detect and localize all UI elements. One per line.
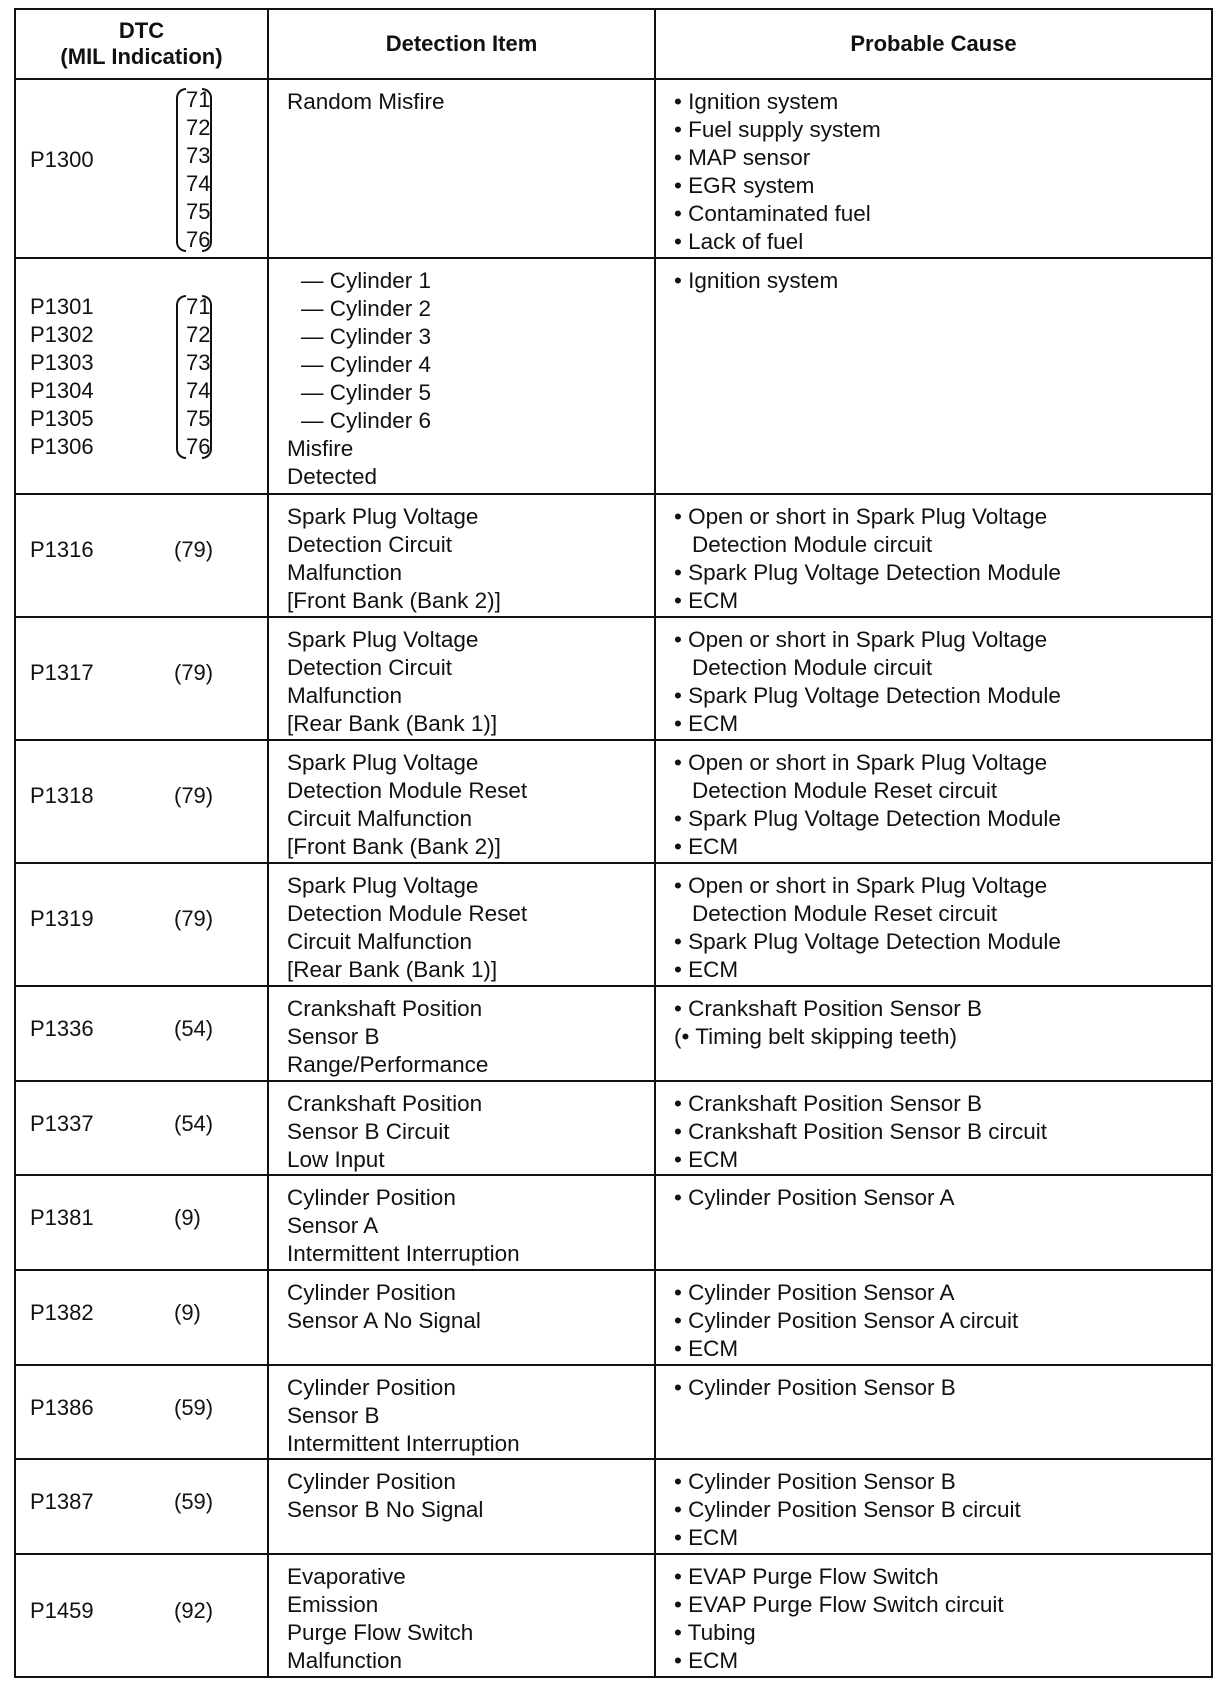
cause-line: • Cylinder Position Sensor A bbox=[674, 1279, 955, 1305]
dtc-codes bbox=[30, 1110, 94, 1138]
dtc-codes bbox=[30, 1394, 94, 1422]
dtc-cell bbox=[15, 617, 268, 740]
detection-line: Sensor B bbox=[287, 1402, 380, 1428]
cause-line: • EVAP Purge Flow Switch bbox=[674, 1564, 939, 1590]
detection-item bbox=[269, 987, 654, 1079]
mil-indication: (54) bbox=[174, 1015, 214, 1041]
dtc-code: P1318 bbox=[30, 782, 94, 808]
cause-line: • Cylinder Position Sensor B bbox=[674, 1374, 956, 1400]
probable-cause bbox=[656, 1271, 1211, 1363]
probable-cause-cell bbox=[655, 986, 1212, 1081]
cause-line: • ECM bbox=[674, 1146, 739, 1172]
mil-list bbox=[186, 86, 210, 254]
mil-indication: (79) bbox=[174, 537, 214, 563]
dtc-table bbox=[14, 8, 1213, 1678]
detection-item-cell bbox=[268, 494, 655, 617]
cause-line: Detection Module Reset circuit bbox=[692, 777, 998, 803]
detection-line: Sensor B bbox=[287, 1023, 380, 1049]
detection-item-cell bbox=[268, 1175, 655, 1270]
mil-indication: (59) bbox=[174, 1489, 214, 1515]
dtc-codes bbox=[30, 659, 94, 687]
bracket-left-icon bbox=[176, 88, 186, 252]
detection-line: Cylinder Position bbox=[287, 1374, 456, 1400]
detection-line: Low Input bbox=[287, 1146, 385, 1172]
detection-line: Spark Plug Voltage bbox=[287, 749, 479, 775]
detection-line: Random Misfire bbox=[287, 89, 445, 114]
cause-line: • Fuel supply system bbox=[674, 117, 881, 142]
dtc-code: P1459 bbox=[30, 1598, 94, 1624]
table-row bbox=[15, 1081, 1212, 1176]
table-row bbox=[15, 494, 1212, 617]
probable-cause-cell bbox=[655, 79, 1212, 258]
detection-line: — Cylinder 6 bbox=[301, 408, 432, 434]
cause-line: Detection Module Reset circuit bbox=[692, 900, 998, 926]
table-row bbox=[15, 1175, 1212, 1270]
mil-indication: 73 bbox=[186, 350, 211, 376]
probable-cause bbox=[656, 495, 1211, 615]
probable-cause bbox=[656, 1176, 1211, 1212]
mil-bracket bbox=[176, 293, 212, 461]
mil-indication: (79) bbox=[174, 782, 214, 808]
detection-line: Crankshaft Position bbox=[287, 1090, 483, 1116]
detection-line: Detection Module Reset bbox=[287, 777, 528, 803]
cause-line: • Crankshaft Position Sensor B bbox=[674, 1090, 983, 1116]
detection-line: Crankshaft Position bbox=[287, 995, 483, 1021]
cause-line: • Open or short in Spark Plug Voltage bbox=[674, 872, 1048, 898]
dtc-code: P1304 bbox=[30, 378, 94, 404]
bracket-left-icon bbox=[176, 295, 186, 459]
dtc-cell bbox=[15, 740, 268, 863]
cause-line: • Contaminated fuel bbox=[674, 201, 871, 226]
detection-line: Malfunction bbox=[287, 560, 403, 586]
cause-line: • ECM bbox=[674, 588, 739, 614]
probable-cause-cell bbox=[655, 740, 1212, 863]
detection-item bbox=[269, 80, 654, 116]
table-row bbox=[15, 1365, 1212, 1460]
detection-line: Malfunction bbox=[287, 1648, 403, 1674]
dtc-codes bbox=[30, 293, 94, 461]
dtc-cell bbox=[15, 1175, 268, 1270]
table-body bbox=[15, 79, 1212, 1677]
probable-cause-cell bbox=[655, 1365, 1212, 1460]
detection-item-cell bbox=[268, 617, 655, 740]
probable-cause-cell bbox=[655, 1270, 1212, 1365]
detection-line: — Cylinder 4 bbox=[301, 352, 432, 378]
detection-line: Intermittent Interruption bbox=[287, 1430, 520, 1456]
probable-cause bbox=[656, 741, 1211, 861]
cause-line: • Ignition system bbox=[674, 89, 839, 114]
dtc-codes bbox=[30, 782, 94, 810]
detection-line: Sensor A No Signal bbox=[287, 1307, 481, 1333]
cause-line: Detection Module circuit bbox=[692, 655, 933, 681]
cause-line: • Open or short in Spark Plug Voltage bbox=[674, 504, 1048, 530]
mil-bracket bbox=[176, 86, 212, 254]
dtc-code: P1301 bbox=[30, 294, 94, 320]
cause-line: • ECM bbox=[674, 1335, 739, 1361]
detection-line: [Rear Bank (Bank 1)] bbox=[287, 956, 498, 982]
cause-line: • Ignition system bbox=[674, 268, 839, 294]
detection-line: Malfunction bbox=[287, 683, 403, 709]
table-row bbox=[15, 863, 1212, 986]
mil-indication: 74 bbox=[186, 378, 211, 404]
dtc-code: P1316 bbox=[30, 537, 94, 563]
detection-item-cell bbox=[268, 1459, 655, 1554]
cause-line: • Open or short in Spark Plug Voltage bbox=[674, 749, 1048, 775]
probable-cause bbox=[656, 987, 1211, 1051]
detection-line: — Cylinder 5 bbox=[301, 380, 432, 406]
detection-line: Evaporative bbox=[287, 1564, 406, 1590]
detection-line: Circuit Malfunction bbox=[287, 805, 473, 831]
probable-cause-cell bbox=[655, 494, 1212, 617]
dtc-code: P1319 bbox=[30, 905, 94, 931]
probable-cause bbox=[656, 1555, 1211, 1675]
cause-line: • Lack of fuel bbox=[674, 229, 804, 254]
cause-line: • Open or short in Spark Plug Voltage bbox=[674, 627, 1048, 653]
detection-item-cell bbox=[268, 1365, 655, 1460]
probable-cause-cell bbox=[655, 1459, 1212, 1554]
dtc-code: P1302 bbox=[30, 322, 94, 348]
detection-line: Sensor B No Signal bbox=[287, 1497, 484, 1523]
table-row bbox=[15, 1270, 1212, 1365]
mil-indication: 75 bbox=[186, 199, 211, 224]
probable-cause-cell bbox=[655, 1175, 1212, 1270]
dtc-codes bbox=[30, 536, 94, 564]
mil-indication: 76 bbox=[186, 434, 211, 460]
dtc-code: P1381 bbox=[30, 1205, 94, 1231]
dtc-code: P1303 bbox=[30, 350, 94, 376]
cause-line: • Spark Plug Voltage Detection Module bbox=[674, 805, 1061, 831]
cause-line: • EGR system bbox=[674, 173, 815, 198]
header-dtc-line-2: (MIL Indication) bbox=[60, 44, 223, 69]
detection-line: [Front Bank (Bank 2)] bbox=[287, 833, 501, 859]
detection-item bbox=[269, 1555, 654, 1675]
cause-line: • Cylinder Position Sensor B circuit bbox=[674, 1497, 1021, 1523]
detection-line: Detected bbox=[287, 464, 378, 490]
probable-cause-cell bbox=[655, 617, 1212, 740]
detection-item bbox=[269, 495, 654, 615]
mil-indication: (9) bbox=[174, 1299, 201, 1325]
dtc-cell bbox=[15, 1365, 268, 1460]
dtc-code: P1300 bbox=[30, 147, 94, 172]
header-dtc-line-1: DTC bbox=[118, 18, 165, 43]
detection-line: Spark Plug Voltage bbox=[287, 627, 479, 653]
detection-line: Detection Circuit bbox=[287, 532, 453, 558]
detection-line: Cylinder Position bbox=[287, 1185, 456, 1211]
detection-item bbox=[269, 1460, 654, 1524]
detection-line: — Cylinder 2 bbox=[301, 296, 432, 322]
detection-item bbox=[269, 1366, 654, 1458]
detection-line: Spark Plug Voltage bbox=[287, 504, 479, 530]
dtc-cell bbox=[15, 494, 268, 617]
mil-indication: 72 bbox=[186, 322, 211, 348]
dtc-cell bbox=[15, 863, 268, 986]
cause-line: • ECM bbox=[674, 1648, 739, 1674]
detection-line: [Rear Bank (Bank 1)] bbox=[287, 711, 498, 737]
detection-line: Cylinder Position bbox=[287, 1469, 456, 1495]
table-row bbox=[15, 1459, 1212, 1554]
cause-line: • EVAP Purge Flow Switch circuit bbox=[674, 1592, 1004, 1618]
dtc-cell bbox=[15, 986, 268, 1081]
detection-item-cell bbox=[268, 986, 655, 1081]
cause-line: • Cylinder Position Sensor A circuit bbox=[674, 1307, 1019, 1333]
dtc-cell bbox=[15, 1459, 268, 1554]
detection-line: Purge Flow Switch bbox=[287, 1620, 474, 1646]
cause-line: • Crankshaft Position Sensor B circuit bbox=[674, 1118, 1048, 1144]
header-row bbox=[15, 9, 1212, 79]
table-row bbox=[15, 1554, 1212, 1677]
mil-indication: 76 bbox=[186, 227, 211, 252]
detection-item bbox=[269, 1176, 654, 1268]
detection-item bbox=[269, 741, 654, 861]
detection-item bbox=[269, 1082, 654, 1174]
dtc-code: P1386 bbox=[30, 1394, 94, 1420]
dtc-codes bbox=[30, 1597, 94, 1625]
detection-item bbox=[269, 1271, 654, 1335]
detection-item-cell bbox=[268, 863, 655, 986]
cause-line: • ECM bbox=[674, 1525, 739, 1551]
probable-cause bbox=[656, 259, 1211, 295]
table-row bbox=[15, 617, 1212, 740]
probable-cause bbox=[656, 864, 1211, 984]
probable-cause-cell bbox=[655, 1081, 1212, 1176]
probable-cause bbox=[656, 1460, 1211, 1552]
dtc-cell bbox=[15, 1554, 268, 1677]
dtc-codes bbox=[30, 1488, 94, 1516]
dtc-codes bbox=[30, 1015, 94, 1043]
cause-line: • Tubing bbox=[674, 1620, 756, 1646]
detection-line: Emission bbox=[287, 1592, 379, 1618]
probable-cause-cell bbox=[655, 863, 1212, 986]
dtc-codes bbox=[30, 1299, 94, 1327]
dtc-code: P1305 bbox=[30, 406, 94, 432]
dtc-code: P1337 bbox=[30, 1110, 94, 1136]
mil-indication: (9) bbox=[174, 1205, 201, 1231]
detection-item bbox=[269, 618, 654, 738]
dtc-codes bbox=[30, 905, 94, 933]
dtc-code: P1306 bbox=[30, 434, 94, 460]
detection-line: Sensor B Circuit bbox=[287, 1118, 450, 1144]
table-row bbox=[15, 986, 1212, 1081]
mil-indication: 71 bbox=[186, 294, 211, 320]
mil-indication: 71 bbox=[186, 87, 211, 112]
dtc-cell bbox=[15, 79, 268, 258]
page bbox=[14, 8, 1211, 1678]
probable-cause bbox=[656, 618, 1211, 738]
header-probable-cause: Probable Cause bbox=[655, 9, 1212, 79]
detection-line: Range/Performance bbox=[287, 1051, 489, 1077]
cause-line: Detection Module circuit bbox=[692, 532, 933, 558]
probable-cause bbox=[656, 80, 1211, 256]
cause-line: • MAP sensor bbox=[674, 145, 811, 170]
detection-item-cell bbox=[268, 1081, 655, 1176]
dtc-code: P1382 bbox=[30, 1299, 94, 1325]
detection-item bbox=[269, 864, 654, 984]
detection-item-cell bbox=[268, 258, 655, 494]
probable-cause bbox=[656, 1082, 1211, 1174]
cause-line: • Cylinder Position Sensor A bbox=[674, 1185, 955, 1211]
probable-cause-cell bbox=[655, 258, 1212, 494]
detection-line: Misfire bbox=[287, 436, 354, 462]
mil-indication: 74 bbox=[186, 171, 211, 196]
detection-item-cell bbox=[268, 1554, 655, 1677]
dtc-code: P1317 bbox=[30, 660, 94, 686]
dtc-code: P1387 bbox=[30, 1489, 94, 1515]
table-row bbox=[15, 740, 1212, 863]
detection-line: Circuit Malfunction bbox=[287, 928, 473, 954]
dtc-cell bbox=[15, 1270, 268, 1365]
detection-line: Intermittent Interruption bbox=[287, 1241, 520, 1267]
detection-line: [Front Bank (Bank 2)] bbox=[287, 588, 501, 614]
detection-item-cell bbox=[268, 1270, 655, 1365]
detection-line: Cylinder Position bbox=[287, 1279, 456, 1305]
header-detection-item: Detection Item bbox=[268, 9, 655, 79]
detection-line: Sensor A bbox=[287, 1213, 379, 1239]
detection-item bbox=[269, 259, 654, 491]
mil-indication: (54) bbox=[174, 1110, 214, 1136]
dtc-cell bbox=[15, 1081, 268, 1176]
cause-line: • ECM bbox=[674, 711, 739, 737]
probable-cause-cell bbox=[655, 1554, 1212, 1677]
mil-indication: 75 bbox=[186, 406, 211, 432]
mil-indication: 73 bbox=[186, 143, 211, 168]
dtc-codes bbox=[30, 1204, 94, 1232]
mil-list bbox=[186, 293, 210, 461]
dtc-cell bbox=[15, 258, 268, 494]
mil-indication: (92) bbox=[174, 1598, 214, 1624]
detection-line: Spark Plug Voltage bbox=[287, 872, 479, 898]
cause-line: • Crankshaft Position Sensor B bbox=[674, 995, 983, 1021]
detection-line: Detection Module Reset bbox=[287, 900, 528, 926]
detection-item-cell bbox=[268, 740, 655, 863]
detection-line: Detection Circuit bbox=[287, 655, 453, 681]
cause-line: • Spark Plug Voltage Detection Module bbox=[674, 560, 1061, 586]
mil-indication: 72 bbox=[186, 115, 211, 140]
cause-line: (• Timing belt skipping teeth) bbox=[674, 1023, 958, 1049]
detection-item-cell bbox=[268, 79, 655, 258]
cause-line: • Spark Plug Voltage Detection Module bbox=[674, 928, 1061, 954]
detection-line: — Cylinder 1 bbox=[301, 268, 432, 294]
detection-line: — Cylinder 3 bbox=[301, 324, 432, 350]
cause-line: • Cylinder Position Sensor B bbox=[674, 1469, 956, 1495]
mil-indication: (79) bbox=[174, 905, 214, 931]
dtc-codes bbox=[30, 146, 94, 174]
mil-indication: (59) bbox=[174, 1394, 214, 1420]
header-dtc bbox=[15, 9, 268, 79]
table-row bbox=[15, 79, 1212, 258]
table-row bbox=[15, 258, 1212, 494]
cause-line: • ECM bbox=[674, 956, 739, 982]
cause-line: • Spark Plug Voltage Detection Module bbox=[674, 683, 1061, 709]
cause-line: • ECM bbox=[674, 833, 739, 859]
probable-cause bbox=[656, 1366, 1211, 1402]
dtc-code: P1336 bbox=[30, 1015, 94, 1041]
mil-indication: (79) bbox=[174, 660, 214, 686]
